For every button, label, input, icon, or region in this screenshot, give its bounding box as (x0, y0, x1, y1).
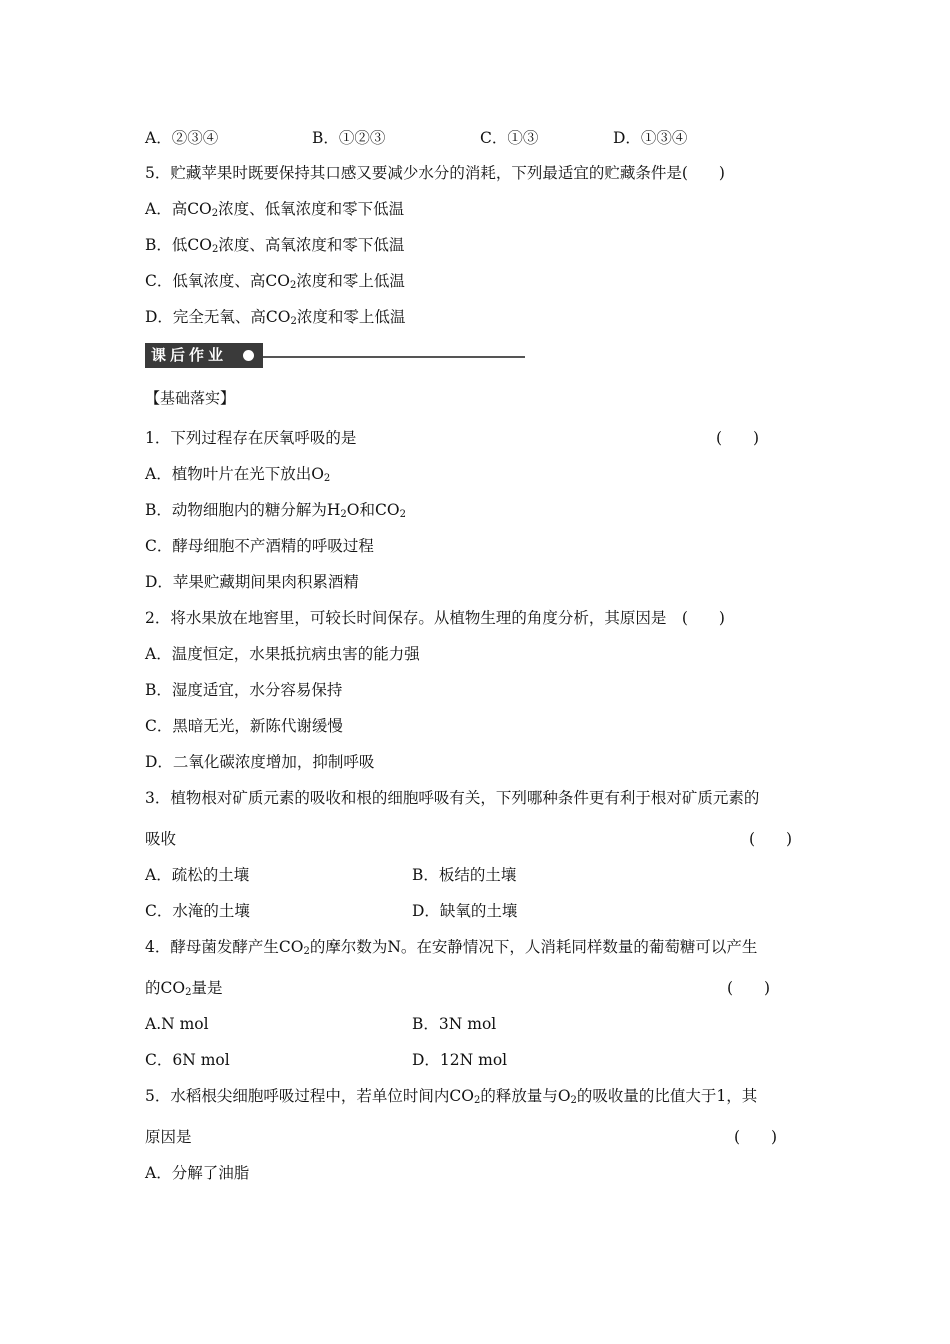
q2-option-d: D．二氧化碳浓度增加，抑制呼吸 (145, 753, 375, 771)
banner-dot-icon (243, 350, 254, 361)
storage-option-a: A．高$CO_2$浓度、低氧浓度和零下低温 (145, 200, 405, 219)
q1-stem: 1．下列过程存在厌氧呼吸的是 (145, 429, 357, 447)
storage-option-b: B．低$CO_2$浓度、高氧浓度和零下低温 (145, 236, 405, 255)
q4-option-c: C．6N mol (145, 1051, 230, 1069)
q2-option-b: B．湿度适宜，水分容易保持 (145, 681, 343, 699)
q3-option-b: B．板结的土壤 (412, 866, 517, 884)
q4-option-d: D．12N mol (412, 1051, 508, 1069)
q5-answer-blank: ( ) (734, 1128, 778, 1146)
banner-divider (263, 356, 525, 358)
q4-stem-line1: 4．酵母菌发酵产生$CO_2$的摩尔数为N。在安静情况下，人消耗同样数量的葡萄糖可以产生 (145, 938, 758, 957)
q1-answer-blank: ( ) (716, 429, 760, 447)
prev-option-d: D．①③④ (613, 129, 688, 147)
q3-option-a: A．疏松的土壤 (145, 866, 250, 884)
q4-answer-blank: ( ) (727, 979, 771, 997)
homework-banner (145, 343, 263, 368)
q3-stem-line2: 吸收 (145, 830, 177, 848)
q2-stem: 2．将水果放在地窖里，可较长时间保存。从植物生理的角度分析，其原因是 ( ) (145, 609, 725, 627)
q2-option-c: C．黑暗无光，新陈代谢缓慢 (145, 717, 343, 735)
q1-option-b: B．动物细胞内的糖分解为$H_2O$和$CO_2$ (145, 501, 406, 520)
prev-option-b: B．①②③ (312, 129, 386, 147)
q1-option-c: C．酵母细胞不产酒精的呼吸过程 (145, 537, 374, 555)
q3-stem-line1: 3．植物根对矿质元素的吸收和根的细胞呼吸有关，下列哪种条件更有利于根对矿质元素的 (145, 789, 760, 807)
q5-stem-line2: 原因是 (145, 1128, 192, 1146)
q3-option-d: D．缺氧的土壤 (412, 902, 518, 920)
q1-option-d: D．苹果贮藏期间果肉积累酒精 (145, 573, 359, 591)
q5-stem-line1: 5．水稻根尖细胞呼吸过程中，若单位时间内$CO_2$的释放量与$O_2$的吸收量的比值大于1，其 (145, 1087, 758, 1106)
q3-option-c: C．水淹的土壤 (145, 902, 250, 920)
storage-question-stem: 5．贮藏苹果时既要保持其口感又要减少水分的消耗，下列最适宜的贮藏条件是( ) (145, 164, 725, 182)
prev-option-a: A．②③④ (145, 129, 219, 147)
q2-option-a: A．温度恒定，水果抵抗病虫害的能力强 (145, 645, 420, 663)
section-heading: 【基础落实】 (145, 389, 236, 407)
storage-option-c: C．低氧浓度、高$CO_2$浓度和零上低温 (145, 272, 405, 291)
q4-option-a: A.N mol (145, 1015, 209, 1033)
storage-option-d: D．完全无氧、高$CO_2$浓度和零上低温 (145, 308, 406, 327)
q5-option-a: A．分解了油脂 (145, 1164, 250, 1182)
homework-banner-label: 课后作业 (151, 346, 228, 364)
q4-option-b: B．3N mol (412, 1015, 497, 1033)
q3-answer-blank: ( ) (749, 830, 793, 848)
prev-option-c: C．①③ (480, 129, 539, 147)
q1-option-a: A．植物叶片在光下放出$O_2$ (145, 465, 331, 484)
q4-stem-line2: 的$CO_2$量是 (145, 979, 223, 998)
